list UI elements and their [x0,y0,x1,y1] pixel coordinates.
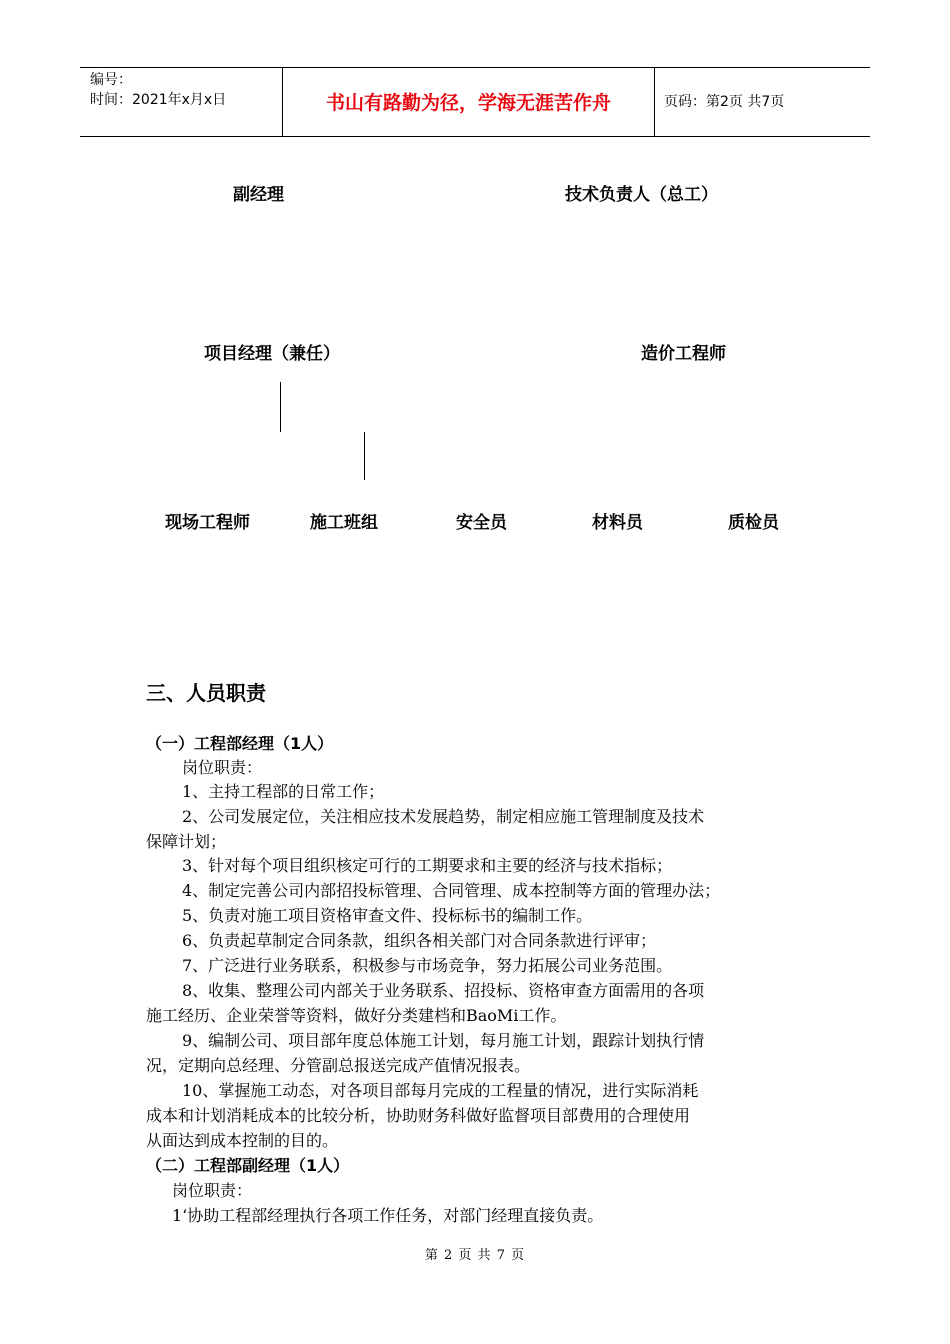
org-node-project-manager: 项目经理（兼任） [204,344,340,364]
duty-line: 成本和计划消耗成本的比较分析，协助财务科做好监督项目部费用的合理使用 [146,1106,691,1125]
duty-line: 况，定期向总经理、分管副总报送完成产值情况报表。 [146,1056,531,1075]
duty-line: 4、制定完善公司内部招投标管理、合同管理、成本控制等方面的管理办法； [182,881,721,900]
duty-line: 从面达到成本控制的目的。 [146,1131,339,1150]
org-node-quality-inspector: 质检员 [728,513,779,533]
duty-line: 10、掌握施工动态，对各项目部每月完成的工程量的情况，进行实际消耗 [182,1081,699,1100]
org-node-technical-lead: 技术负责人（总工） [565,185,718,205]
header-motto-cell [282,68,655,136]
duty-line: 2、公司发展定位，关注相应技术发展趋势，制定相应施工管理制度及技术 [182,807,705,826]
duty-line: 1‘协助工程部经理执行各项工作任务，对部门经理直接负责。 [172,1206,604,1225]
duty-line: 8、收集、整理公司内部关于业务联系、招投标、资格审查方面需用的各项 [182,981,705,1000]
org-node-safety-officer: 安全员 [456,513,507,533]
duty-line: 9、编制公司、项目部年度总体施工计划，每月施工计划，跟踪计划执行情 [182,1031,705,1050]
org-node-construction-team: 施工班组 [310,513,378,533]
subsection-heading-manager: （一）工程部经理（1人） [146,734,334,753]
header-motto: 书山有路勤为径，学海无涯苦作舟 [325,92,611,114]
duty-line: 3、针对每个项目组织核定可行的工期要求和主要的经济与技术指标； [182,856,673,875]
header-meta-cell [80,68,282,136]
duty-line: 7、广泛进行业务联系，积极参与市场竞争，努力拓展公司业务范围。 [182,956,673,975]
duty-line: 保障计划； [146,832,227,851]
org-node-materials-officer: 材料员 [592,513,643,533]
document-date-label: 时间：2021年x月x日 [90,92,227,108]
duty-label: 岗位职责： [182,758,263,777]
subsection-heading-deputy: （二）工程部副经理（1人） [146,1156,350,1175]
duty-label: 岗位职责： [172,1181,253,1200]
page-footer: 第 2 页 共 7 页 [424,1248,526,1263]
section-title: 三、人员职责 [146,681,266,705]
org-node-site-engineer: 现场工程师 [165,513,250,533]
header-page-cell [654,68,870,136]
org-node-deputy-manager: 副经理 [233,185,284,205]
duty-line: 6、负责起草制定合同条款，组织各相关部门对合同条款进行评审； [182,931,657,950]
duty-line: 施工经历、企业荣誉等资料，做好分类建档和BaoMi工作。 [146,1006,567,1025]
page-header [80,67,870,137]
org-node-cost-engineer: 造价工程师 [641,344,726,364]
header-page-info: 页码：第2页 共7页 [664,94,785,110]
duty-line: 5、负责对施工项目资格审查文件、投标标书的编制工作。 [182,906,593,925]
document-number-label: 编号： [90,72,132,88]
duty-line: 1、主持工程部的日常工作； [182,782,385,801]
org-connector-line [280,382,281,432]
org-connector-line [364,432,365,480]
